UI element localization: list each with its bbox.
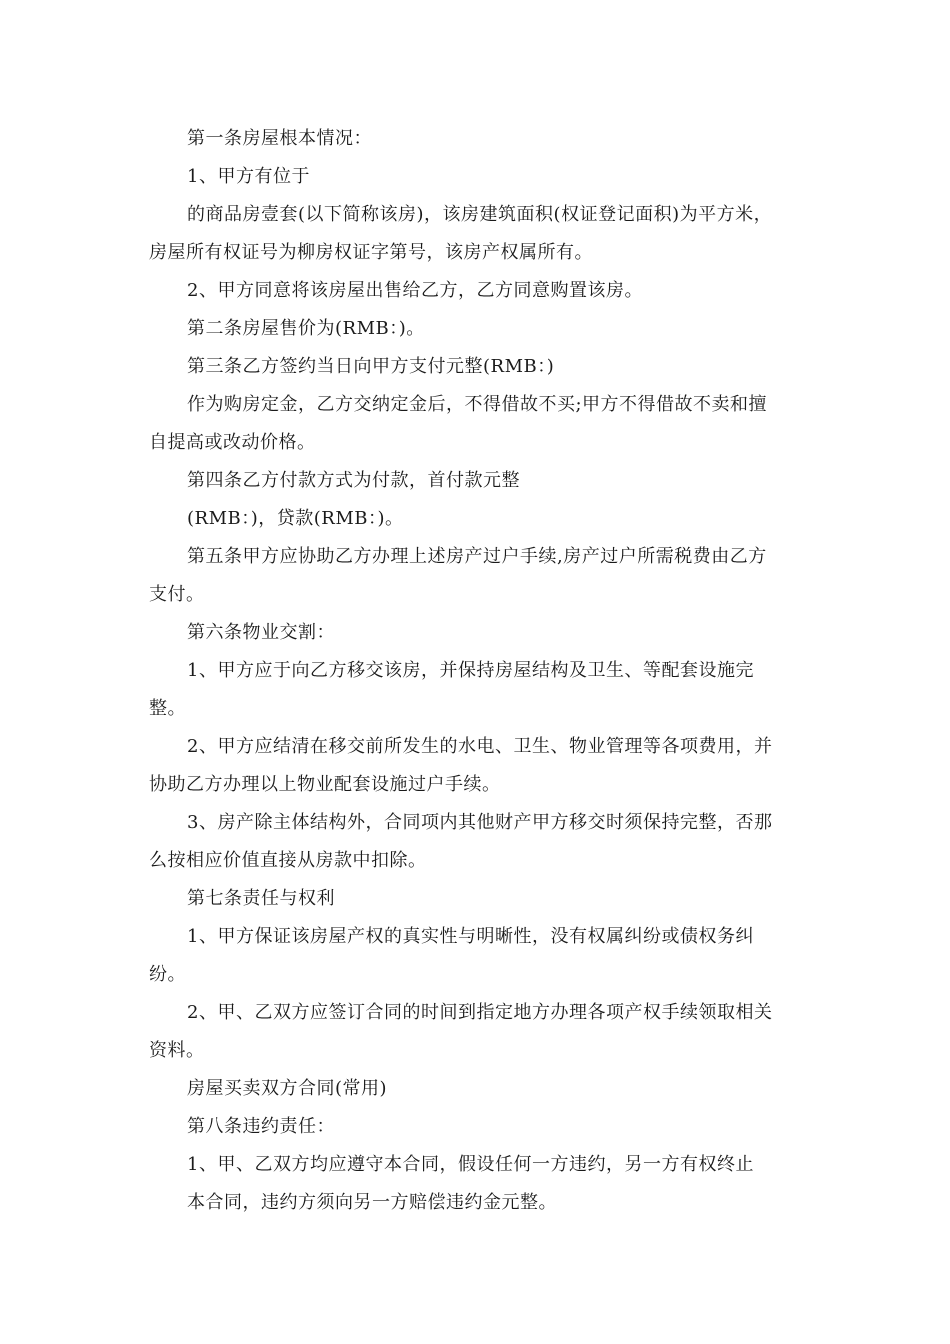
- document-line: (RMB：)，贷款(RMB：)。: [187, 508, 404, 529]
- document-line: 自提高或改动价格。: [149, 432, 316, 453]
- document-line: 第八条违约责任：: [187, 1116, 335, 1137]
- document-line: 2、甲方同意将该房屋出售给乙方，乙方同意购置该房。: [187, 280, 643, 301]
- document-line: 1、甲、乙双方均应遵守本合同，假设任何一方违约，另一方有权终止: [187, 1154, 754, 1175]
- document-line: 纷。: [149, 964, 186, 985]
- document-line: 房屋所有权证号为柳房权证字第号，该房产权属所有。: [149, 242, 593, 263]
- document-line: 第一条房屋根本情况：: [187, 128, 372, 149]
- document-line: 协助乙方办理以上物业配套设施过户手续。: [149, 774, 501, 795]
- document-line: 第三条乙方签约当日向甲方支付元整(RMB：): [187, 356, 555, 377]
- document-line: 么按相应价值直接从房款中扣除。: [149, 850, 427, 871]
- document-line: 本合同，违约方须向另一方赔偿违约金元整。: [187, 1192, 557, 1213]
- document-line: 1、甲方应于向乙方移交该房，并保持房屋结构及卫生、等配套设施完: [187, 660, 754, 681]
- document-line: 第二条房屋售价为(RMB：)。: [187, 318, 425, 339]
- document-line: 1、甲方保证该房屋产权的真实性与明晰性，没有权属纠纷或债权务纠: [187, 926, 754, 947]
- document-line: 整。: [149, 698, 186, 719]
- document-body: [149, 120, 799, 1222]
- document-line: 作为购房定金，乙方交纳定金后，不得借故不买;甲方不得借故不卖和擅: [187, 394, 768, 415]
- document-line: 2、甲方应结清在移交前所发生的水电、卫生、物业管理等各项费用，并: [187, 736, 773, 757]
- document-line: 第五条甲方应协助乙方办理上述房产过户手续,房产过户所需税费由乙方: [187, 546, 767, 567]
- document-line: 1、甲方有位于: [187, 166, 310, 187]
- document-line: 支付。: [149, 584, 205, 605]
- document-line: 房屋买卖双方合同(常用): [187, 1078, 388, 1099]
- document-line: 第四条乙方付款方式为付款，首付款元整: [187, 470, 520, 491]
- document-line: 第六条物业交割：: [187, 622, 335, 643]
- document-line: 2、甲、乙双方应签订合同的时间到指定地方办理各项产权手续领取相关: [187, 1002, 773, 1023]
- document-line: 资料。: [149, 1040, 205, 1061]
- document-line: 第七条责任与权利: [187, 888, 335, 909]
- document-line: 3、房产除主体结构外，合同项内其他财产甲方移交时须保持完整，否那: [187, 812, 773, 833]
- document-line: 的商品房壹套(以下简称该房)，该房建筑面积(权证登记面积)为平方米，: [187, 204, 773, 225]
